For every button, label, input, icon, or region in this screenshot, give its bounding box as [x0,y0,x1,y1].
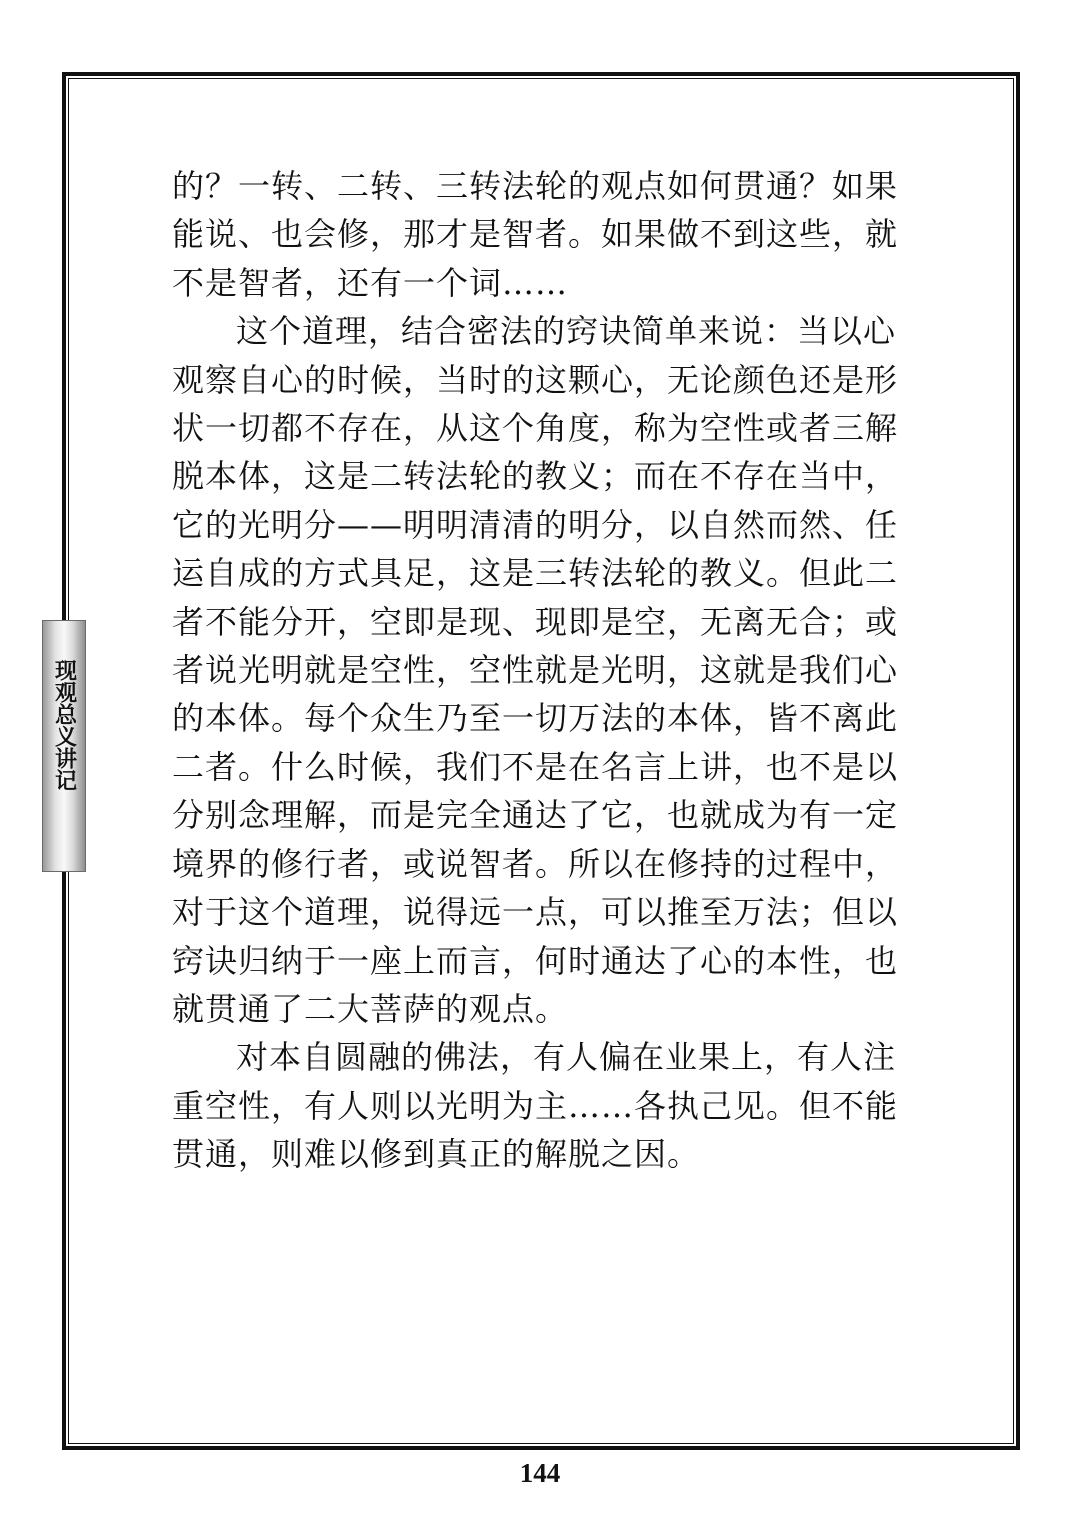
paragraph-2: 这个道理，结合密法的窍诀简单来说：当以心观察自心的时候，当时的这颗心，无论颜色还是形状一切都不存在，从这个角度，称为空性或者三解脱本体，这是二转法轮的教义；而在不存在当中，它的光明分——明明清清的明分，以自然而然、任运自成的方式具足，这是三转法轮的教义。但此二者不能分开，空即是现、现即是空，无离无合；或者说光明就是空性，空性就是光明，这就是我们心的本体。每个众生乃至一切万法的本体，皆不离此二者。什么时候，我们不是在名言上讲，也不是以分别念理解，而是完全通达了它，也就成为有一定境界的修行者，或说智者。所以在修持的过程中，对于这个道理，说得远一点，可以推至万法；但以窍诀归纳于一座上而言，何时通达了心的本性，也就贯通了二大菩萨的观点。 [172,312,899,1028]
paragraph-1: 的？一转、二转、三转法轮的观点如何贯通？如果能说、也会修，那才是智者。如果做不到这些，就不是智者，还有一个词…… [172,167,899,302]
book-title-vertical: 现观总义讲记 [51,659,78,791]
main-text [172,162,912,1179]
side-tab [42,620,86,872]
paragraph-3: 对本自圆融的佛法，有人偏在业果上，有人注重空性，有人则以光明为主……各执己见。但不能贯通，则难以修到真正的解脱之因。 [172,1038,899,1174]
page-number: 144 [519,1458,561,1488]
